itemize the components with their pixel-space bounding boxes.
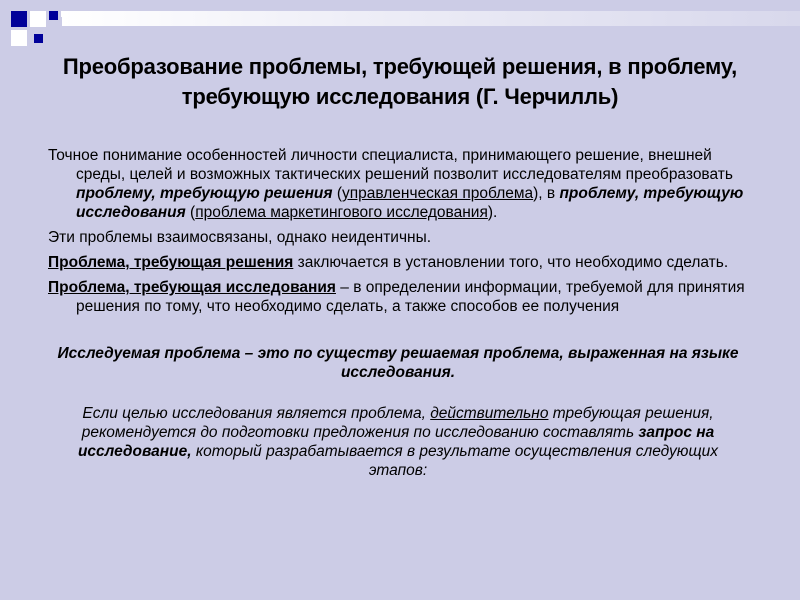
underlined-term: проблема маркетингового исследования [195, 204, 488, 221]
text-span: Если целью исследования является проблема, [82, 405, 431, 422]
decorative-square [11, 30, 27, 46]
decorative-square [49, 11, 58, 20]
definition-term: Проблема, требующая исследования [48, 279, 336, 296]
definition-term: Проблема, требующая решения [48, 254, 294, 271]
paragraph-research-problem [48, 278, 748, 316]
text-span: ( [332, 185, 342, 202]
key-statement: Исследуемая проблема – это по существу решаемая проблема, выраженная на языке исследования. [57, 345, 739, 381]
text-span: Точное понимание особенностей личности специалиста, принимающего решение, внешней среды, целей и возможных тактических решений позволит исследователям преобразовать [48, 147, 733, 183]
decorative-square [34, 34, 43, 43]
paragraph-research-request [48, 404, 748, 480]
decorative-square [61, 11, 67, 17]
key-term: запрос на исследование, [77, 424, 715, 460]
decorative-square [11, 11, 27, 27]
underlined-term: управленческая проблема [342, 185, 534, 202]
definition-text: – в определении информации, требуемой для принятия решения по тому, что необходимо сделать, а также способов ее получения [76, 279, 745, 315]
slide-body [48, 146, 748, 480]
key-term: проблему, требующую решения [76, 185, 333, 202]
text-span: ). [487, 204, 498, 221]
underlined-term: действительно [430, 405, 549, 422]
text-span: ( [185, 204, 196, 221]
text-span: ), в [533, 185, 560, 202]
definition-text: заключается в установлении того, что необходимо сделать. [293, 254, 729, 271]
paragraph-intro [48, 146, 748, 222]
top-decorative-bar [62, 11, 800, 26]
paragraph-decision-problem [48, 253, 748, 272]
text-span: который разрабатывается в результате осуществления следующих этапов: [191, 443, 719, 479]
text-span: требующая решения, рекомендуется до подготовки предложения по исследованию составлять [81, 405, 714, 441]
decorative-square [30, 11, 46, 27]
paragraph-relation: Эти проблемы взаимосвязаны, однако неидентичны. [48, 229, 432, 246]
key-term: проблему, требующую исследования [76, 185, 744, 221]
slide-title: Преобразование проблемы, требующей решения, в проблему, требующую исследования (Г. Черчилль) [62, 54, 738, 109]
